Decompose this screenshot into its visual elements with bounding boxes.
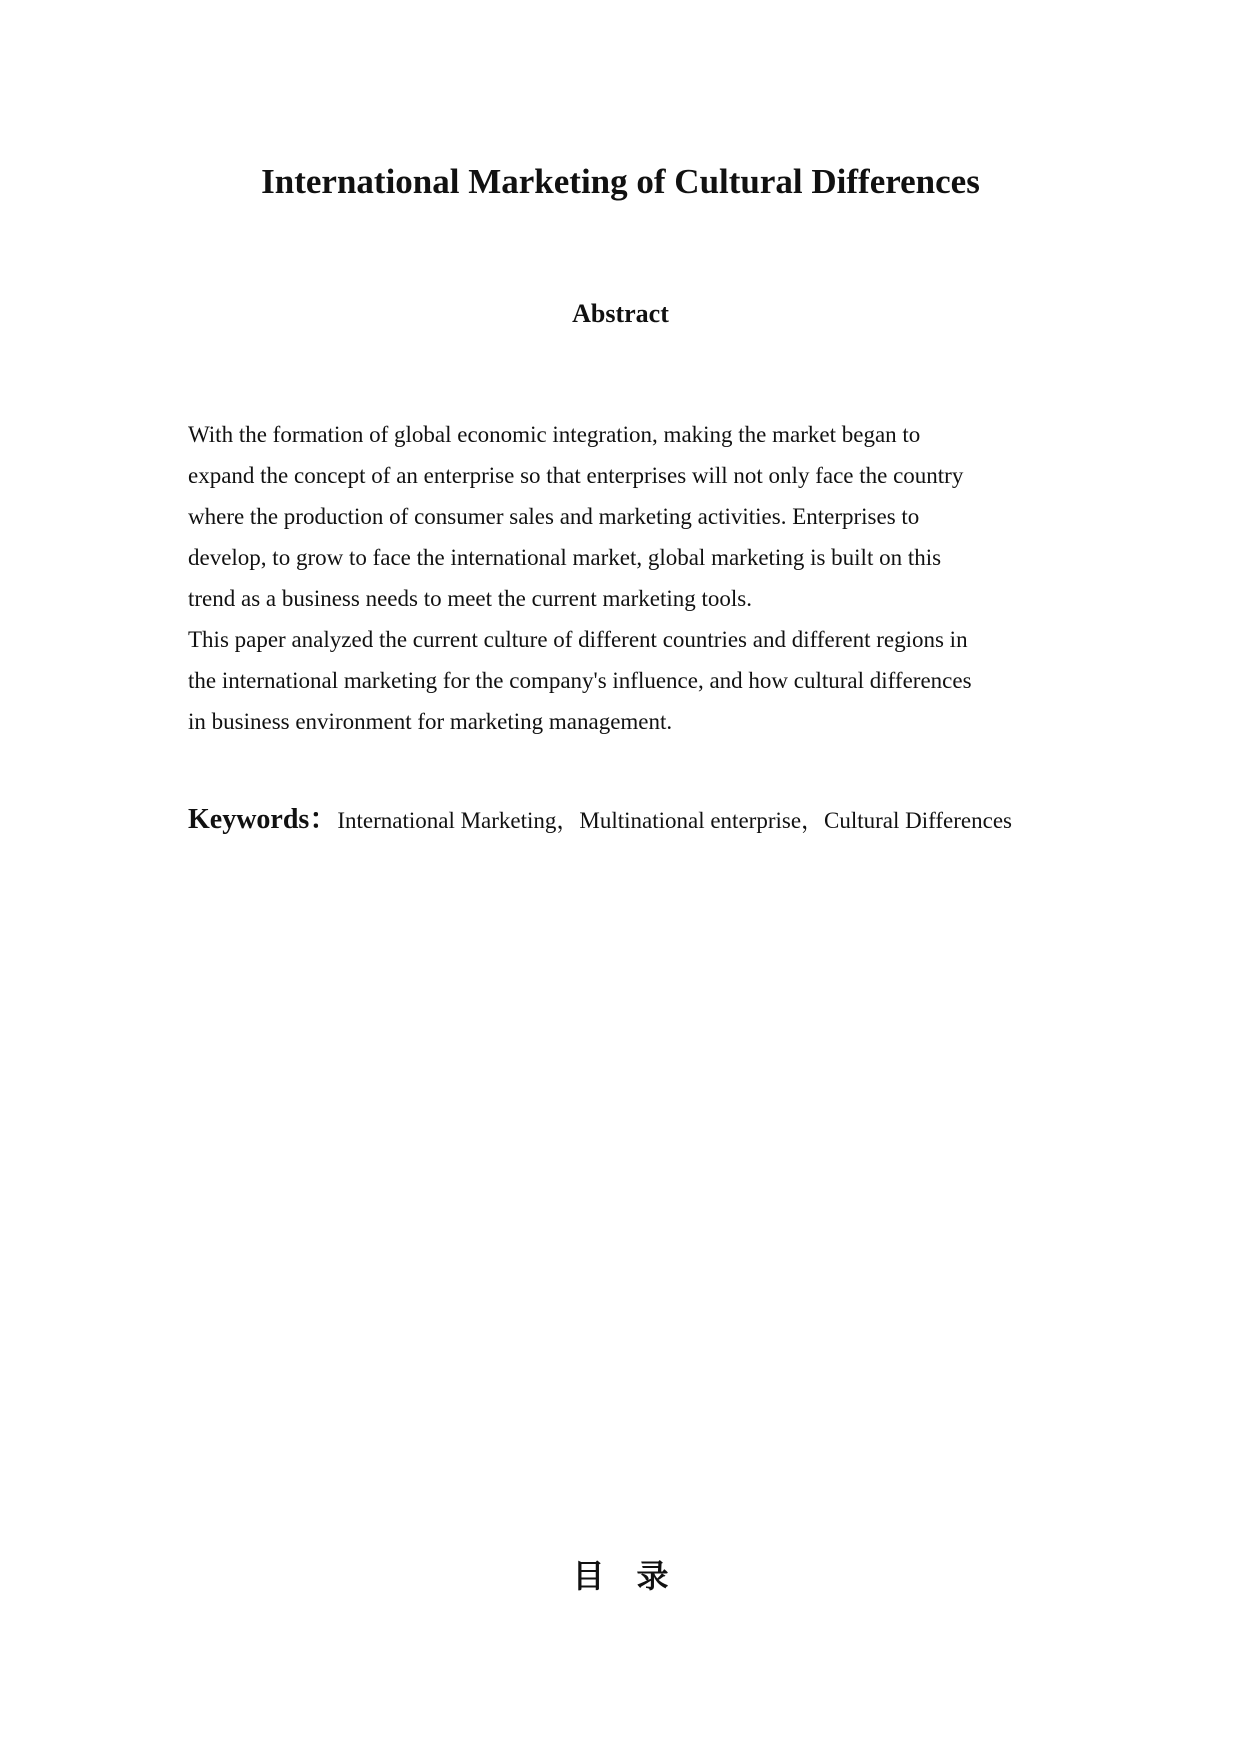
abstract-line: expand the concept of an enterprise so that enterprises will not only face the country bbox=[188, 463, 964, 488]
abstract-line: develop, to grow to face the international market, global marketing is built on this bbox=[188, 545, 942, 570]
page-title: International Marketing of Cultural Differences bbox=[261, 162, 980, 201]
abstract-heading: Abstract bbox=[572, 299, 669, 328]
abstract-line: With the formation of global economic integration, making the market began to bbox=[188, 422, 921, 447]
keywords-label: Keywords： bbox=[188, 804, 338, 835]
abstract-line: the international marketing for the company's influence, and how cultural differences bbox=[188, 668, 972, 693]
keywords-value: International Marketing，Multinational enterprise，Cultural Differences bbox=[337, 808, 1012, 833]
abstract-line: trend as a business needs to meet the current marketing tools. bbox=[188, 586, 752, 611]
abstract-line: in business environment for marketing management. bbox=[188, 709, 673, 734]
abstract-line: This paper analyzed the current culture of different countries and different regions in bbox=[188, 627, 968, 652]
table-of-contents-heading: 目 录 bbox=[572, 1557, 669, 1595]
keywords-line bbox=[188, 800, 1012, 844]
abstract-body bbox=[188, 414, 1068, 742]
abstract-line: where the production of consumer sales and marketing activities. Enterprises to bbox=[188, 504, 920, 529]
